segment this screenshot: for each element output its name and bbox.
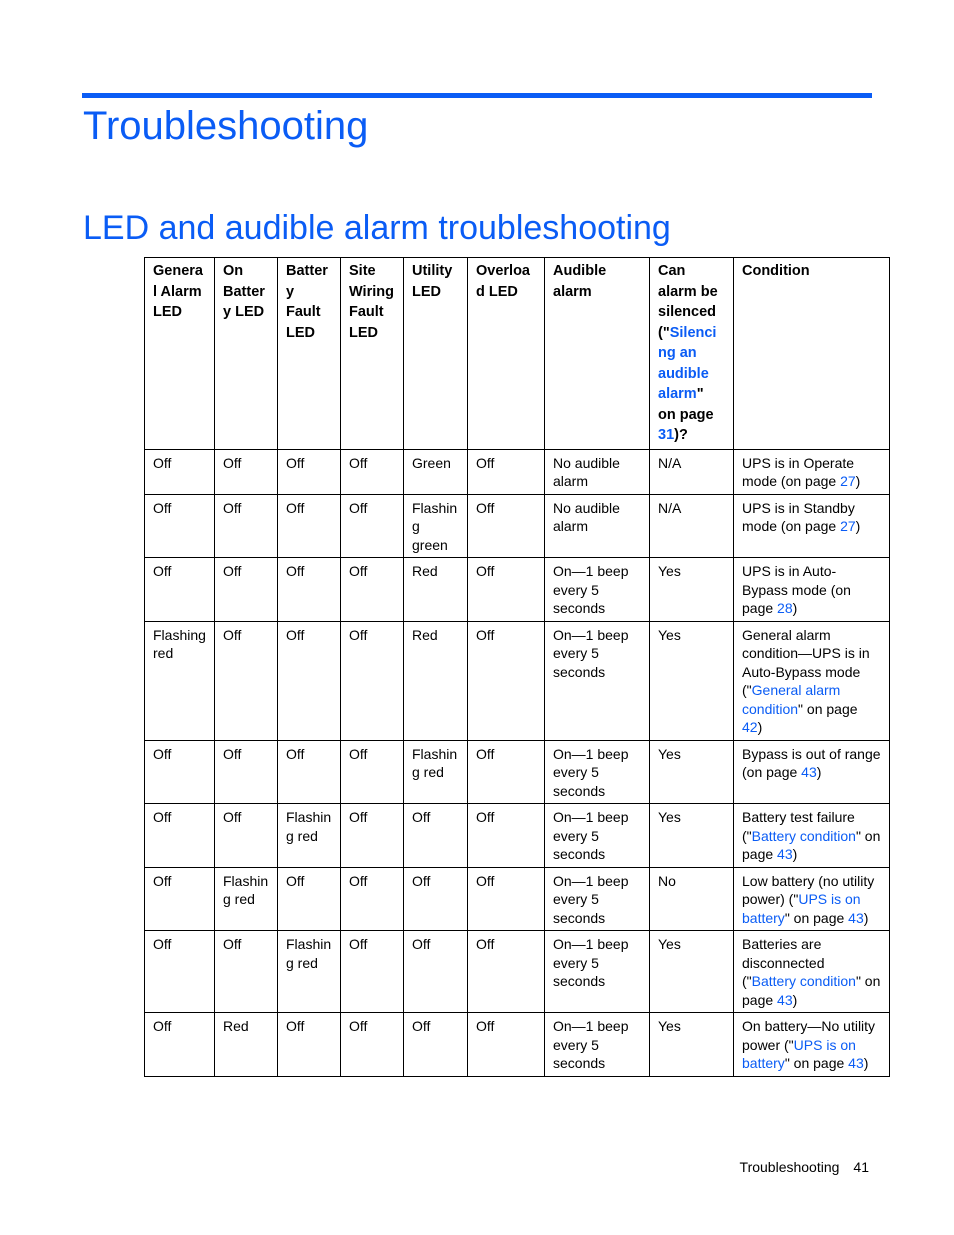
table-row <box>145 494 890 558</box>
cell-general-alarm-led: Off <box>145 931 215 1013</box>
cell-overload-led: Off <box>468 804 545 868</box>
cell-can-silence: No <box>650 867 734 931</box>
header-utility-led: Utility LED <box>404 258 468 450</box>
cell-site-wiring-fault-led: Off <box>341 931 404 1013</box>
cell-on-battery-led: Off <box>215 558 278 622</box>
condition-text: ) <box>855 473 861 489</box>
condition-text: UPS is in Auto-Bypass mode (on page <box>742 563 851 616</box>
condition-page-link[interactable]: 43 <box>801 764 817 780</box>
cell-general-alarm-led: Off <box>145 804 215 868</box>
cell-site-wiring-fault-led: Off <box>341 740 404 804</box>
condition-text: UPS is in Operate mode (on page <box>742 454 855 489</box>
cell-audible-alarm: On—1 beep every 5 seconds <box>545 867 650 931</box>
condition-text: Batteries are disconnected (" <box>742 936 825 989</box>
cell-site-wiring-fault-led: Off <box>341 621 404 740</box>
cell-general-alarm-led: Off <box>145 867 215 931</box>
cell-general-alarm-led: Off <box>145 740 215 804</box>
cell-utility-led: Off <box>404 931 468 1013</box>
condition-link[interactable]: Battery condition <box>751 973 856 989</box>
condition-text: " on page <box>784 1055 849 1071</box>
table-header-row <box>145 258 890 450</box>
condition-text: ) <box>792 991 798 1008</box>
cell-battery-fault-led: Off <box>278 740 341 804</box>
condition-page-link[interactable]: 43 <box>777 846 793 862</box>
table-row <box>145 931 890 1013</box>
cell-site-wiring-fault-led: Off <box>341 494 404 558</box>
cell-condition <box>734 621 890 740</box>
condition-page-link[interactable]: 43 <box>848 1055 864 1071</box>
cell-condition <box>734 931 890 1013</box>
cell-overload-led: Off <box>468 494 545 558</box>
cell-on-battery-led: Off <box>215 449 278 494</box>
condition-text: Bypass is out of range (on page <box>742 745 881 780</box>
cell-general-alarm-led: Flashing red <box>145 621 215 740</box>
cell-general-alarm-led: Off <box>145 1013 215 1077</box>
cell-battery-fault-led: Off <box>278 867 341 931</box>
header-on-battery-led: On Battery LED <box>215 258 278 450</box>
cell-on-battery-led: Red <box>215 1013 278 1077</box>
silencing-alarm-link[interactable]: Silencing an audible alarm <box>658 324 717 402</box>
footer-page-number: 41 <box>853 1159 869 1175</box>
header-overload-led: Overload LED <box>468 258 545 450</box>
cell-condition <box>734 558 890 622</box>
condition-page-link[interactable]: 27 <box>840 518 856 534</box>
cell-utility-led: Flashing red <box>404 740 468 804</box>
condition-text: Battery test failure (" <box>742 809 855 844</box>
condition-text: ) <box>863 909 869 926</box>
header-general-alarm-led: General Alarm LED <box>145 258 215 450</box>
condition-page-link[interactable]: 27 <box>840 473 856 489</box>
cell-site-wiring-fault-led: Off <box>341 867 404 931</box>
cell-can-silence: Yes <box>650 558 734 622</box>
cell-battery-fault-led: Flashing red <box>278 931 341 1013</box>
condition-text: UPS is in Standby mode (on page <box>742 499 855 534</box>
condition-text: ) <box>855 518 861 534</box>
cell-on-battery-led: Off <box>215 740 278 804</box>
cell-utility-led: Red <box>404 621 468 740</box>
cell-overload-led: Off <box>468 449 545 494</box>
condition-page-link[interactable]: 42 <box>742 719 758 735</box>
page-footer <box>740 1157 869 1177</box>
cell-can-silence: N/A <box>650 494 734 558</box>
cell-utility-led: Off <box>404 804 468 868</box>
condition-text: On battery—No utility power (" <box>742 1018 876 1053</box>
condition-link[interactable]: General alarm condition <box>742 682 841 717</box>
cell-battery-fault-led: Flashing red <box>278 804 341 868</box>
condition-text: ) <box>816 764 822 780</box>
condition-link[interactable]: UPS is on battery <box>742 1036 856 1071</box>
table-row <box>145 804 890 868</box>
cell-can-silence: Yes <box>650 1013 734 1077</box>
header-can-silence: Can alarm be silenced ("Silencing an audible alarm" on page 31)? <box>650 258 734 450</box>
cell-utility-led: Off <box>404 867 468 931</box>
cell-overload-led: Off <box>468 931 545 1013</box>
page-title: Troubleshooting <box>83 104 369 148</box>
cell-utility-led: Flashing green <box>404 494 468 558</box>
silencing-alarm-page-link[interactable]: 31 <box>658 427 675 443</box>
cell-overload-led: Off <box>468 621 545 740</box>
condition-text: " on page <box>742 973 881 1008</box>
cell-general-alarm-led: Off <box>145 449 215 494</box>
led-alarm-table <box>144 257 890 1077</box>
condition-text: ) <box>792 846 798 862</box>
cell-battery-fault-led: Off <box>278 449 341 494</box>
cell-audible-alarm: On—1 beep every 5 seconds <box>545 740 650 804</box>
cell-audible-alarm: No audible alarm <box>545 449 650 494</box>
condition-text: ) <box>863 1055 869 1071</box>
section-title: LED and audible alarm troubleshooting <box>83 209 671 247</box>
table-row <box>145 449 890 494</box>
table-row <box>145 867 890 931</box>
cell-on-battery-led: Off <box>215 494 278 558</box>
condition-text: General alarm condition—UPS is in Auto-Bypass mode (" <box>742 626 870 698</box>
table-row <box>145 740 890 804</box>
cell-audible-alarm: On—1 beep every 5 seconds <box>545 558 650 622</box>
cell-condition <box>734 449 890 494</box>
condition-text: ) <box>792 600 798 616</box>
header-site-wiring-fault-led: Site Wiring Fault LED <box>341 258 404 450</box>
header-audible-alarm: Audible alarm <box>545 258 650 450</box>
condition-text: " on page <box>798 700 858 717</box>
cell-site-wiring-fault-led: Off <box>341 1013 404 1077</box>
cell-site-wiring-fault-led: Off <box>341 804 404 868</box>
condition-page-link[interactable]: 43 <box>848 909 864 926</box>
cell-overload-led: Off <box>468 740 545 804</box>
cell-condition <box>734 1013 890 1077</box>
condition-link[interactable]: UPS is on battery <box>742 891 861 926</box>
cell-on-battery-led: Off <box>215 931 278 1013</box>
condition-text: " on page <box>742 827 881 862</box>
cell-condition <box>734 867 890 931</box>
header-battery-fault-led: Battery Fault LED <box>278 258 341 450</box>
cell-on-battery-led: Flashing red <box>215 867 278 931</box>
cell-condition <box>734 494 890 558</box>
cell-audible-alarm: No audible alarm <box>545 494 650 558</box>
cell-condition <box>734 740 890 804</box>
cell-audible-alarm: On—1 beep every 5 seconds <box>545 931 650 1013</box>
cell-can-silence: Yes <box>650 740 734 804</box>
cell-can-silence: N/A <box>650 449 734 494</box>
cell-audible-alarm: On—1 beep every 5 seconds <box>545 804 650 868</box>
cell-can-silence: Yes <box>650 621 734 740</box>
condition-page-link[interactable]: 43 <box>777 991 793 1008</box>
cell-utility-led: Off <box>404 1013 468 1077</box>
cell-overload-led: Off <box>468 1013 545 1077</box>
condition-text: " on page <box>784 909 849 926</box>
cell-overload-led: Off <box>468 867 545 931</box>
cell-condition <box>734 804 890 868</box>
cell-can-silence: Yes <box>650 804 734 868</box>
cell-utility-led: Red <box>404 558 468 622</box>
cell-battery-fault-led: Off <box>278 558 341 622</box>
cell-site-wiring-fault-led: Off <box>341 558 404 622</box>
table-row <box>145 558 890 622</box>
condition-link[interactable]: Battery condition <box>751 827 856 844</box>
cell-can-silence: Yes <box>650 931 734 1013</box>
cell-battery-fault-led: Off <box>278 1013 341 1077</box>
cell-on-battery-led: Off <box>215 621 278 740</box>
cell-utility-led: Green <box>404 449 468 494</box>
cell-general-alarm-led: Off <box>145 494 215 558</box>
condition-text: Low battery (no utility power) (" <box>742 872 875 907</box>
cell-audible-alarm: On—1 beep every 5 seconds <box>545 1013 650 1077</box>
cell-battery-fault-led: Off <box>278 621 341 740</box>
cell-battery-fault-led: Off <box>278 494 341 558</box>
cell-on-battery-led: Off <box>215 804 278 868</box>
footer-label: Troubleshooting <box>739 1159 840 1175</box>
cell-site-wiring-fault-led: Off <box>341 449 404 494</box>
cell-audible-alarm: On—1 beep every 5 seconds <box>545 621 650 740</box>
condition-page-link[interactable]: 28 <box>777 600 793 616</box>
table-row <box>145 621 890 740</box>
cell-overload-led: Off <box>468 558 545 622</box>
table-row <box>145 1013 890 1077</box>
header-condition: Condition <box>734 258 890 450</box>
condition-text: ) <box>757 719 763 735</box>
cell-general-alarm-led: Off <box>145 558 215 622</box>
